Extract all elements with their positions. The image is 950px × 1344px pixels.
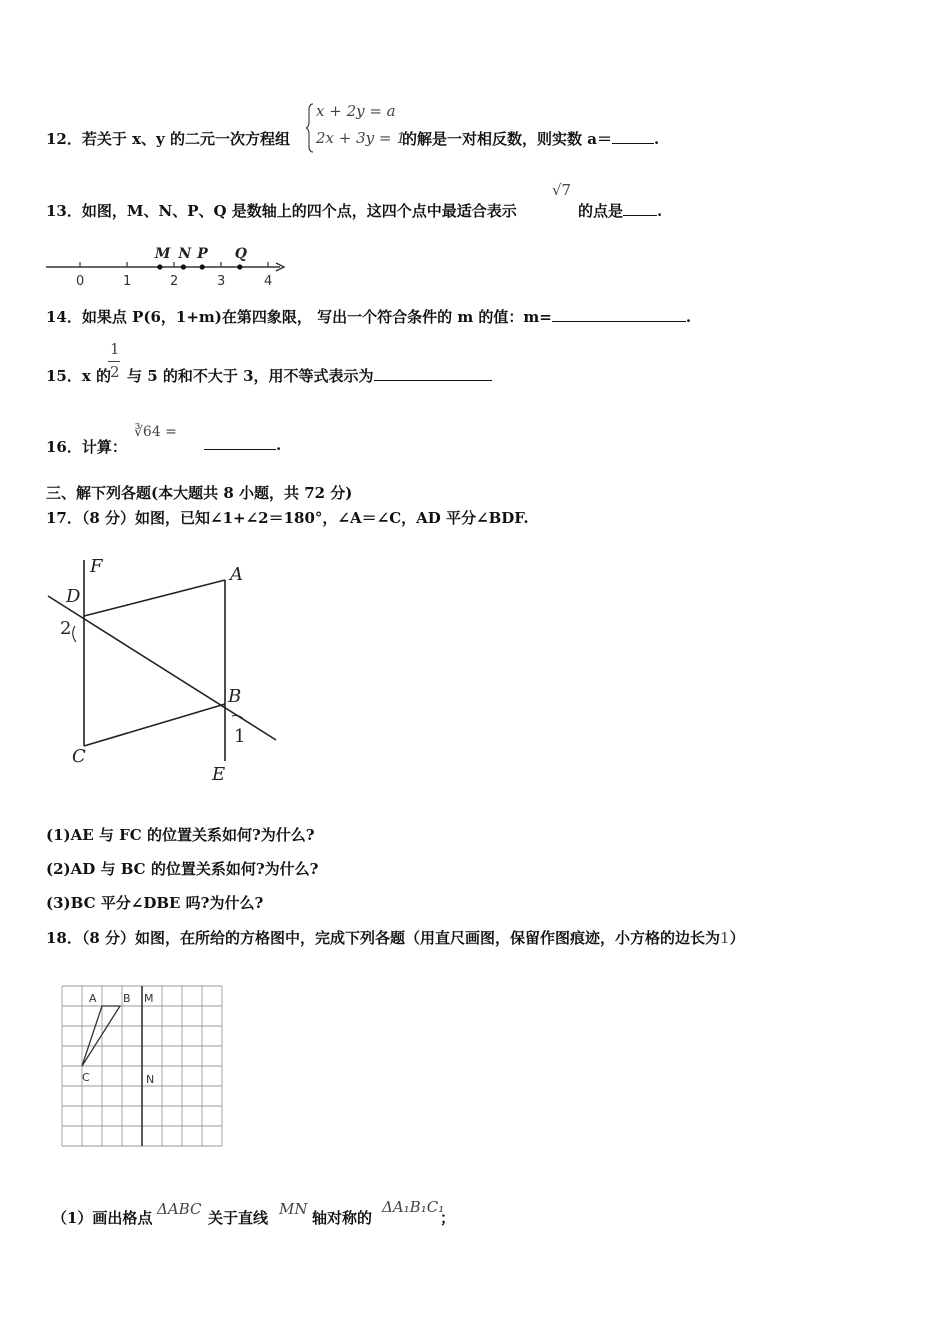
q18-sub1-end: ； (440, 1209, 456, 1227)
cube-root-expr: ∛64 = (134, 424, 177, 440)
q13-after: 的点是 (578, 202, 624, 220)
q15-answer-blank[interactable] (374, 379, 492, 381)
triangle-ABC (82, 1006, 120, 1066)
q12-answer-blank[interactable] (612, 142, 654, 144)
angle-2-arc (73, 626, 76, 642)
equation-system (306, 102, 406, 154)
equation-1: x + 2y = a (316, 102, 396, 120)
grid-label-M: M (144, 992, 154, 1005)
label-A: A (230, 564, 243, 585)
q17-sub-1: (1)AE 与 FC 的位置关系如何?为什么? (46, 826, 315, 844)
triangle-ABC-label: ΔABC (157, 1200, 202, 1218)
q18-stem-num: 1 (720, 929, 730, 947)
q16-tail (204, 436, 281, 454)
q14-stem: 14．如果点 P(6，1+m)在第四象限， 写出一个符合条件的 m 的值：m= (46, 308, 552, 326)
q15-tail (127, 365, 492, 386)
point-label-M: M (154, 246, 171, 262)
q17-figure (44, 556, 284, 788)
frac-bar (108, 361, 120, 362)
q18-sub1-before: （1）画出格点 (52, 1209, 153, 1227)
line-MN-label: MN (279, 1200, 308, 1218)
number-line (44, 240, 294, 292)
point-label-Q: Q (234, 246, 248, 262)
q18-stem-end: ） (729, 929, 745, 947)
tick-label-2: 2 (170, 274, 179, 289)
segment-DA (84, 580, 225, 616)
q13-stem: 13．如图，M、N、P、Q 是数轴上的四个点，这四个点中最适合表示 (46, 202, 517, 220)
question-15 (46, 365, 111, 386)
point-P (200, 264, 205, 269)
label-D: D (66, 586, 81, 607)
grid-label-B: B (123, 992, 131, 1005)
q12-after: 的解是一对相反数，则实数 a＝ (402, 130, 612, 148)
point-N (181, 264, 186, 269)
label-E: E (212, 764, 226, 785)
label-1: 1 (234, 726, 246, 747)
label-2: 2 (60, 618, 72, 639)
point-label-N: N (178, 246, 192, 262)
grid-label-A: A (89, 992, 97, 1005)
q13-end: . (657, 202, 663, 220)
q13-answer-blank[interactable] (623, 214, 657, 216)
question-16 (46, 436, 127, 457)
point-label-P: P (197, 246, 208, 262)
q17-sub-2: (2)AD 与 BC 的位置关系如何?为什么? (46, 860, 319, 878)
label-F: F (90, 556, 103, 577)
question-14 (46, 306, 691, 327)
label-C: C (72, 746, 86, 767)
tick-label-4: 4 (264, 274, 273, 289)
q16-answer-blank[interactable] (204, 448, 276, 450)
q12-tail (402, 128, 659, 149)
q18-stem: 18．（8 分）如图，在所给的方格图中，完成下列各题（用直尺画图，保留作图痕迹，小方格的边长为 (46, 929, 721, 947)
tick-label-3: 3 (217, 274, 226, 289)
equation-2: 2x + 3y = 1 (316, 129, 406, 147)
label-B: B (228, 686, 242, 707)
question-13 (46, 200, 517, 221)
q18-grid-figure (44, 980, 228, 1154)
q15-stem: 15．x 的 (46, 367, 112, 385)
question-17: 17．（8 分）如图，已知∠1+∠2＝180°，∠A＝∠C，AD 平分∠BDF. (46, 509, 529, 527)
q12-end: . (653, 130, 660, 148)
point-Q (237, 264, 242, 269)
q18-sub1-mid: 关于直线 (208, 1209, 269, 1227)
frac-numerator: 1 (110, 340, 120, 358)
frac-denominator: 2 (110, 363, 120, 381)
question-18 (46, 927, 745, 948)
grid-label-N: N (146, 1073, 155, 1086)
segment-CB (84, 704, 225, 746)
q15-after: 与 5 的和不大于 3，用不等式表示为 (127, 367, 374, 385)
q13-tail (578, 200, 662, 221)
tick-label-1: 1 (123, 274, 132, 289)
q18-sub-1 (52, 1207, 152, 1228)
tick-label-0: 0 (76, 274, 85, 289)
triangle-A1B1C1-label: ΔA₁B₁C₁ (382, 1198, 445, 1216)
question-12 (46, 128, 290, 149)
q16-end: . (276, 436, 282, 454)
q14-answer-blank[interactable] (552, 320, 686, 322)
line-DB (48, 596, 276, 740)
q18-sub1-mid2: 轴对称的 (312, 1209, 373, 1227)
q16-stem: 16．计算： (46, 438, 127, 456)
grid-label-C: C (82, 1071, 90, 1084)
point-M (157, 264, 162, 269)
section-heading: 三、解下列各题(本大题共 8 小题，共 72 分) (46, 484, 353, 502)
q17-sub-3: (3)BC 平分∠DBE 吗?为什么? (46, 894, 264, 912)
q12-stem: 12．若关于 x、y 的二元一次方程组 (46, 130, 290, 148)
sqrt7: √7 (552, 181, 572, 199)
q14-end: . (685, 308, 692, 326)
